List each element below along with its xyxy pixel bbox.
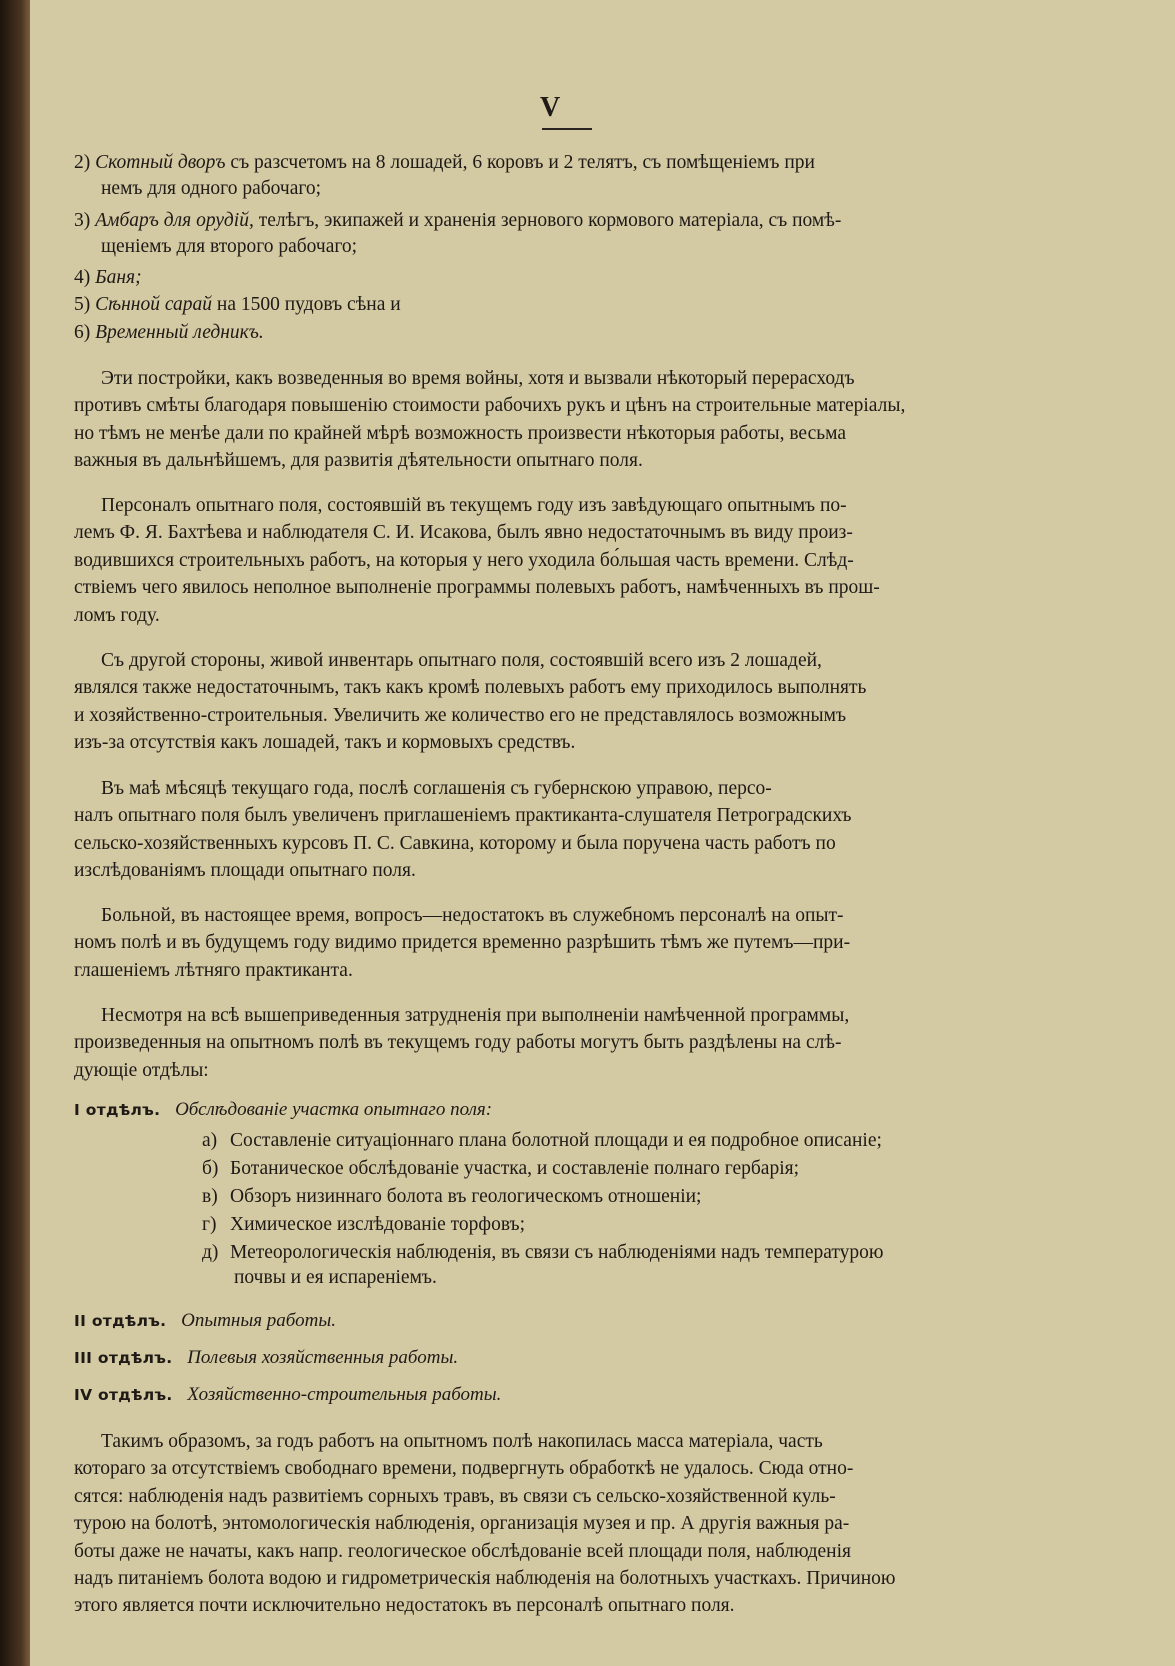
subitem-text: Ботаническое обслѣдованіе участка, и составленіе полнаго гербарія; xyxy=(230,1158,800,1179)
paragraph xyxy=(74,365,1160,475)
text-line: изслѣдованіямъ площади опытнаго поля. xyxy=(74,860,416,882)
text-line: дующіе отдѣлы: xyxy=(74,1059,209,1081)
paragraph xyxy=(74,1002,1160,1084)
paragraph xyxy=(74,647,1160,757)
list-item xyxy=(74,320,1154,346)
text-line: изъ-за отсутствія какъ лошадей, такъ и кормовыхъ средствъ. xyxy=(74,732,576,754)
section-heading xyxy=(74,1097,492,1123)
text-line: налъ опытнаго поля былъ увеличенъ приглашеніемъ практиканта-слушателя Петроградскихъ xyxy=(74,805,852,827)
section-title: Полевыя хозяйственныя работы. xyxy=(187,1347,459,1368)
list-item-number: 2) xyxy=(74,152,91,173)
text-line: водившихся строительныхъ работъ, на которыя у него уходила бо́льшая часть времени. Слѣд- xyxy=(74,549,854,571)
text-line: надъ питаніемъ болота водою и гидрометрическія наблюденія на болотныхъ участкахъ. Причиною xyxy=(74,1568,896,1590)
text-line: противъ смѣты благодаря повышенію стоимости рабочихъ рукъ и цѣнъ на строительные матеріалы, xyxy=(74,395,906,417)
subitem xyxy=(202,1240,1162,1290)
list-item-title: Временный ледникъ. xyxy=(95,322,264,343)
list-item-text: на 1500 пудовъ сѣна и xyxy=(212,294,401,315)
paragraph xyxy=(74,902,1160,984)
list-item-number: 4) xyxy=(74,267,91,288)
text-line: турою на болотѣ, энтомологическія наблюденія, организація музея и пр. А другія важныя ра- xyxy=(74,1513,850,1535)
list-item-text: съ разсчетомъ на 8 лошадей, 6 коровъ и 2 телятъ, съ помѣщеніемъ при xyxy=(225,152,815,173)
subitem xyxy=(202,1212,1162,1237)
text-line: и хозяйственно-строительныя. Увеличить же количество его не представлялось возможнымъ xyxy=(74,704,847,726)
subitem-mark: б) xyxy=(202,1158,219,1179)
subitem-mark: а) xyxy=(202,1130,218,1151)
list-item xyxy=(74,150,1154,202)
text-line: номъ полѣ и въ будущемъ году видимо придется временно разрѣшить тѣмъ же путемъ—при- xyxy=(74,932,851,954)
list-item-title: Баня; xyxy=(95,267,142,288)
subitem-mark: д) xyxy=(202,1242,219,1263)
page-number-underline xyxy=(542,128,592,130)
section-heading xyxy=(74,1382,501,1408)
list-item-continuation: немъ для одного рабочаго; xyxy=(101,178,322,199)
section-label: III отдѣлъ. xyxy=(74,1349,173,1367)
list-item-title: Амбаръ для орудій, xyxy=(95,210,254,231)
list-item-number: 6) xyxy=(74,322,91,343)
text-line: Несмотря на всѣ вышеприведенныя затрудненія при выполненіи намѣченной программы, xyxy=(101,1005,850,1026)
subitem-mark: г) xyxy=(202,1214,217,1235)
text-line: глашеніемъ лѣтняго практиканта. xyxy=(74,959,353,981)
section-title: Хозяйственно-строительныя работы. xyxy=(187,1384,502,1405)
text-line: ломъ году. xyxy=(74,604,160,626)
list-item xyxy=(74,265,1154,291)
list-item-continuation: щеніемъ для второго рабочаго; xyxy=(101,236,358,257)
text-line: Въ маѣ мѣсяцѣ текущаго года, послѣ соглашенія съ губернскою управою, персо- xyxy=(101,778,772,799)
text-line: произведенныя на опытномъ полѣ въ текущемъ году работы могутъ быть раздѣлены на слѣ- xyxy=(74,1032,842,1054)
subitem xyxy=(202,1128,1162,1153)
section-heading xyxy=(74,1345,458,1371)
list-item xyxy=(74,208,1154,260)
text-line: Такимъ образомъ, за годъ работъ на опытномъ полѣ накопилась масса матеріала, часть xyxy=(101,1431,823,1452)
subitem-text: Составленіе ситуаціоннаго плана болотной площади и ея подробное описаніе; xyxy=(230,1130,882,1151)
paragraph xyxy=(74,1428,1160,1620)
text-line: сятся: наблюденія надъ развитіемъ сорныхъ травъ, въ связи съ сельско-хозяйственной куль- xyxy=(74,1485,836,1507)
page-number: V xyxy=(540,92,562,123)
text-line: котораго за отсутствіемъ свободнаго времени, подвергнуть обработкѣ не удалось. Сюда отно- xyxy=(74,1458,854,1480)
list-item-number: 5) xyxy=(74,294,91,315)
list-item-title: Скотный дворъ xyxy=(95,152,226,173)
text-line: но тѣмъ не менѣе дали по крайней мѣрѣ возможность произвести нѣкоторыя работы, весьма xyxy=(74,422,846,444)
text-line: лемъ Ф. Я. Бахтѣева и наблюдателя С. И. Исакова, былъ явно недостаточнымъ въ виду произ- xyxy=(74,522,853,544)
subitem-mark: в) xyxy=(202,1186,218,1207)
section-title: Опытныя работы. xyxy=(181,1310,336,1331)
text-line: являлся также недостаточнымъ, такъ какъ кромѣ полевыхъ работъ ему приходилось выполнять xyxy=(74,677,867,699)
subitem xyxy=(202,1184,1162,1209)
text-line: важныя въ дальнѣйшемъ, для развитія дѣятельности опытнаго поля. xyxy=(74,450,643,472)
subitem-text: Химическое изслѣдованіе торфовъ; xyxy=(230,1214,526,1235)
text-line: боты даже не начаты, какъ напр. геологическое обслѣдованіе всей площади поля, наблюденія xyxy=(74,1540,851,1562)
subitem xyxy=(202,1156,1162,1181)
paragraph xyxy=(74,492,1160,629)
subitem-continuation: почвы и ея испареніемъ. xyxy=(234,1267,437,1288)
section-label: II отдѣлъ. xyxy=(74,1312,167,1330)
text-line: Больной, въ настоящее время, вопросъ—недостатокъ въ служебномъ персоналѣ на опыт- xyxy=(101,905,844,926)
list-item-title: Сѣнной сарай xyxy=(95,294,213,315)
list-item xyxy=(74,292,1154,318)
text-line: ствіемъ чего явилось неполное выполненіе программы полевыхъ работъ, намѣченныхъ въ прош- xyxy=(74,577,880,599)
section-heading xyxy=(74,1308,336,1334)
subitem-text: Обзоръ низиннаго болота въ геологическомъ отношеніи; xyxy=(230,1186,702,1207)
book-spine-edge xyxy=(0,0,30,1666)
section-title: Обслѣдованіе участка опытнаго поля: xyxy=(175,1099,493,1120)
text-line: этого является почти исключительно недостатокъ въ персоналѣ опытнаго поля. xyxy=(74,1595,735,1617)
subitem-text: Метеорологическія наблюденія, въ связи съ наблюденіями надъ температурою xyxy=(230,1242,884,1263)
text-line: Персоналъ опытнаго поля, состоявшій въ текущемъ году изъ завѣдующаго опытнымъ по- xyxy=(101,495,847,516)
text-line: Эти постройки, какъ возведенныя во время войны, хотя и вызвали нѣкоторый перерасходъ xyxy=(101,368,855,389)
paragraph xyxy=(74,775,1160,885)
section-label: I отдѣлъ. xyxy=(74,1101,161,1119)
document-page xyxy=(30,0,1175,1666)
text-line: Съ другой стороны, живой инвентарь опытнаго поля, состоявшій всего изъ 2 лошадей, xyxy=(101,650,822,671)
list-item-number: 3) xyxy=(74,210,91,231)
text-line: сельско-хозяйственныхъ курсовъ П. С. Савкина, которому и была поручена часть работъ по xyxy=(74,832,836,854)
list-item-text: телѣгъ, экипажей и храненія зернового кормового матеріала, съ помѣ- xyxy=(253,210,842,231)
section-label: IV отдѣлъ. xyxy=(74,1386,173,1404)
